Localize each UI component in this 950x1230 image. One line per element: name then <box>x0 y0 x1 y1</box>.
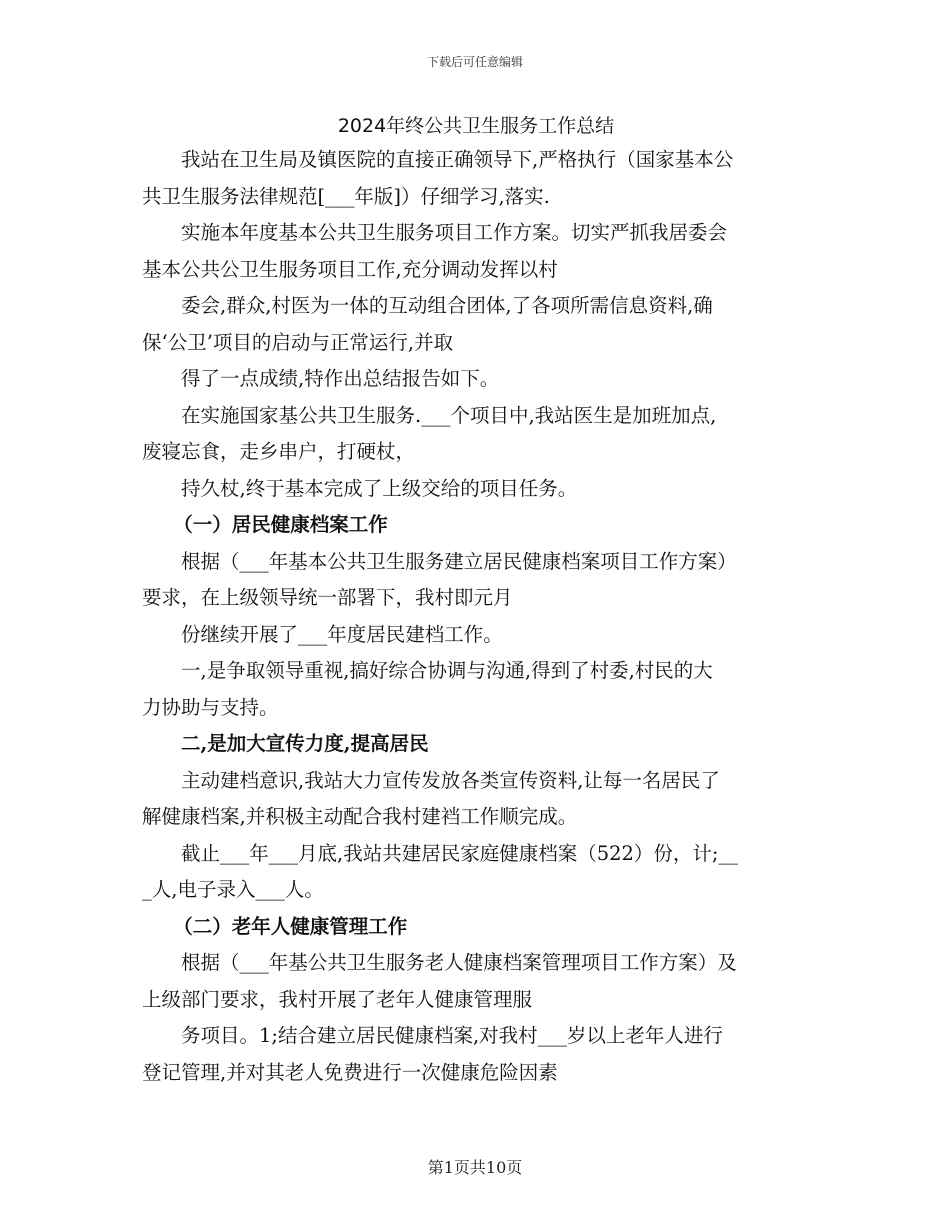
page-header: 下载后可任意编辑 <box>426 55 523 69</box>
paragraph-line: 基本公共公卫生服务项目工作,充分调动发挥以村 <box>142 257 558 281</box>
paragraph-line: 上级部门要求，我村开展了老年人健康管理服 <box>142 987 533 1011</box>
paragraph-line: 力协助与支持。 <box>142 695 279 719</box>
paragraph-line: 在实施国家基公共卫生服务.___个项目中,我站医生是加班加点, <box>181 403 717 427</box>
paragraph-line: 根据（___年基本公共卫生服务建立居民健康档案项目工作方案） <box>181 549 737 573</box>
document-body <box>142 110 810 1091</box>
paragraph-line: 委会,群众,村医为一体的互动组合团体,了各项所需信息资料,确 <box>181 294 713 317</box>
document-title: 2024年终公共卫生服务工作总结 <box>337 115 615 137</box>
paragraph-line: 截止___年___月底,我站共建居民家庭健康档案（522）份，计;__ <box>181 841 738 865</box>
section-heading: （二）老年人健康管理工作 <box>173 914 408 938</box>
paragraph-line: 登记管理,并对其老人免费进行一次健康危险因素 <box>142 1060 558 1084</box>
page-footer: 第1页共10页 <box>427 1158 523 1177</box>
section-heading: （一）居民健康档案工作 <box>173 513 388 536</box>
paragraph-line: 务项目。1;结合建立居民健康档案,对我村___岁以上老年人进行 <box>181 1024 723 1047</box>
paragraph-line: 共卫生服务法律规范[___年版]）仔细学习,落实. <box>142 184 550 208</box>
paragraph-line: 我站在卫生局及镇医院的直接正确领导下,严格执行（国家基本公 <box>181 148 734 171</box>
paragraph-line: 一,是争取领导重视,搞好综合协调与沟通,得到了村委,村民的大 <box>181 659 713 682</box>
paragraph-line: _人,电子录入___人。 <box>142 878 324 901</box>
section-heading: 二,是加大宣传力度,提高居民 <box>181 732 429 755</box>
paragraph-line: 保‘公卫’项目的启动与正常运行,并取 <box>142 330 454 354</box>
paragraph-line: 根据（___年基公共卫生服务老人健康档案管理项目工作方案）及 <box>181 951 737 974</box>
paragraph-line: 废寝忘食，走乡串户，打硬杖， <box>142 440 416 463</box>
paragraph-line: 持久杖,终于基本完成了上级交给的项目任务。 <box>181 476 578 500</box>
paragraph-line: 份继续开展了___年度居民建档工作。 <box>181 622 503 646</box>
paragraph-line: 得了一点成绩,特作出总结报告如下。 <box>181 367 500 390</box>
paragraph-line: 实施本年度基本公共卫生服务项目工作方案。切实严抓我居委会 <box>181 221 728 244</box>
paragraph-line: 解健康档案,并积极主动配合我村建裆工作顺完成。 <box>142 805 578 828</box>
paragraph-line: 要求，在上级领导统一部署下，我村即元月 <box>142 586 513 609</box>
paragraph-line: 主动建档意识,我站大力宣传发放各类宣传资料,让每一名居民了 <box>181 768 720 792</box>
